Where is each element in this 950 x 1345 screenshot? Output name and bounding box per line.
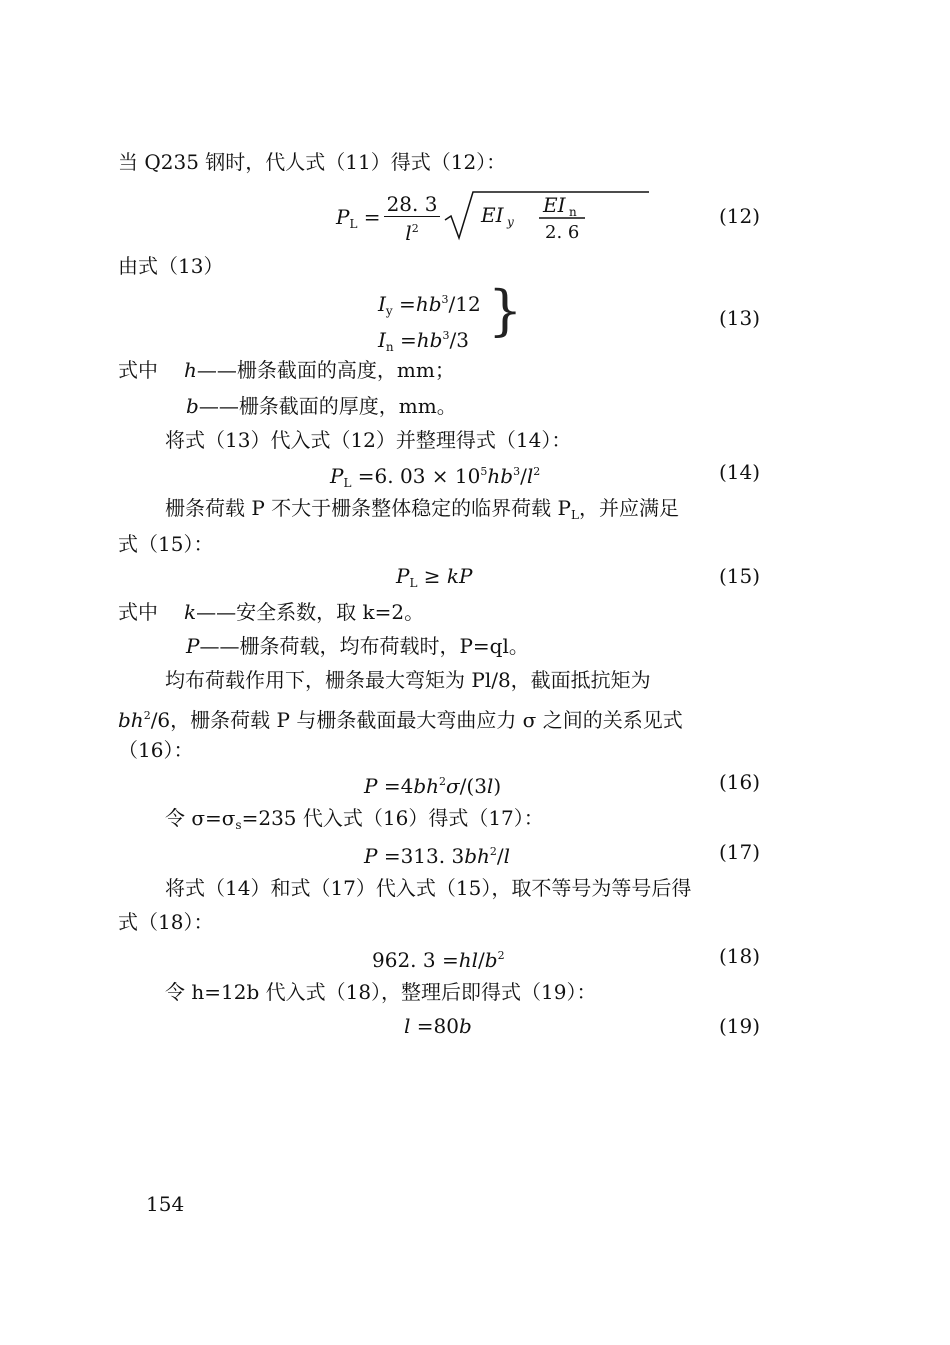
body-line-2: [118, 252, 223, 280]
text-l11: /6，栅条荷载 P 与栅条截面最大弯曲应力 σ 之间的关系见式: [150, 708, 683, 732]
text-where-2: 式中: [118, 600, 158, 624]
svg-text:EI: EI: [481, 203, 504, 227]
equation-14: $P_L =6$. $03 \times 10^5hb^3/l^2$: [330, 464, 541, 490]
text-l12: （16）：: [118, 738, 194, 762]
body-line-15: [118, 908, 213, 936]
eq-number-17: (17): [718, 840, 760, 864]
text-l13-end: =235 代入式（16）得式（17）：: [241, 806, 544, 830]
text-l6-end: ，并应满足: [578, 496, 679, 520]
svg-text:n: n: [569, 205, 578, 219]
frac-den: $l^2$: [405, 221, 419, 245]
body-line-6: 栅条荷载 P 不大于栅条整体稳定的临界荷载 $P_L$，并应满足: [165, 496, 679, 522]
equation-17: P =313. $3bh^2/l$: [364, 844, 511, 868]
body-line-16: [165, 978, 597, 1006]
eq-number-18: (18): [718, 944, 760, 968]
text-l9b: ——栅条荷载，均布荷载时，P=ql。: [199, 634, 529, 658]
svg-text:y: y: [507, 215, 515, 229]
body-line-7: [118, 530, 213, 558]
text-l1: 当 Q235 钢时，代人式（11）得式（12）：: [118, 150, 507, 174]
equation-19: l =80b: [404, 1014, 472, 1038]
frac-num: 28. 3: [384, 192, 441, 217]
text-l3b: ——栅条截面的高度，mm；: [196, 358, 455, 382]
body-line-4: b——栅条截面的厚度，mm。: [186, 394, 457, 418]
eq-number-14: (14): [718, 460, 760, 484]
text-l5: 将式（13）代入式（12）并整理得式（14）：: [165, 428, 572, 452]
eq-number-12: (12): [718, 204, 760, 228]
equation-18: 962. $3 =hl/b^2$: [372, 948, 505, 972]
body-line-13: 令 $\sigma=\sigma_s=235$ 代入式（16）得式（17）：: [165, 806, 544, 832]
body-line-3: 式中 h——栅条截面的高度，mm；: [118, 358, 455, 382]
svg-text:EI: EI: [543, 193, 566, 217]
body-line-11: $bh^2/6$，栅条荷载 P 与栅条截面最大弯曲应力 σ 之间的关系见式: [118, 708, 683, 732]
page-number: 154: [146, 1192, 185, 1216]
frac-den-inner: 2. 6: [545, 222, 580, 242]
eq-number-15: (15): [718, 564, 760, 588]
brace-icon: }: [488, 279, 523, 342]
eq-number-16: (16): [718, 770, 760, 794]
body-line-5: [165, 426, 571, 454]
equation-16: $P =4bh^2\sigma/(3l)$: [364, 774, 502, 798]
text-l15: 式（18）：: [118, 910, 214, 934]
body-line-12: [118, 736, 193, 764]
text-l16: 令 h=12b 代入式（18），整理后即得式（19）：: [165, 980, 597, 1004]
text-l8b: ——安全系数，取 k=2。: [196, 600, 425, 624]
text-l4b: ——栅条截面的厚度，mm。: [198, 394, 457, 418]
text-l10: 均布荷载作用下，栅条最大弯矩为 Pl/8，截面抵抗矩为: [165, 668, 651, 692]
equation-12: $P_L$ = $\frac{28. 3}{l^2}$ EI y EI n 2. 6: [336, 188, 703, 249]
equation-15: $P_L$ ≥ kP: [396, 564, 473, 590]
eq-number-19: (19): [718, 1014, 760, 1038]
sqrt-sign-icon: [443, 188, 703, 249]
body-line-8: 式中 k——安全系数，取 k=2。: [118, 600, 425, 624]
body-line-10: [165, 666, 651, 694]
body-line-14: [165, 874, 691, 902]
text-l14: 将式（14）和式（17）代入式（15），取不等号为等号后得: [165, 876, 692, 900]
equation-13b: $I_n =hb^3/3$: [378, 328, 469, 354]
text-l2: 由式（13）: [118, 254, 224, 278]
equation-13a: $I_y =hb^3/12$: [378, 292, 481, 318]
body-line-1: [118, 148, 506, 176]
fraction-12: [384, 192, 441, 245]
eq-number-13: (13): [718, 306, 760, 330]
text-l7: 式（15）：: [118, 532, 214, 556]
text-l13: 令 σ=σ: [165, 806, 236, 830]
text-where: 式中: [118, 358, 158, 382]
body-line-9: P——栅条荷载，均布荷载时，P=ql。: [186, 634, 529, 658]
text-l6: 栅条荷载 P 不大于栅条整体稳定的临界荷载 P: [165, 496, 571, 520]
